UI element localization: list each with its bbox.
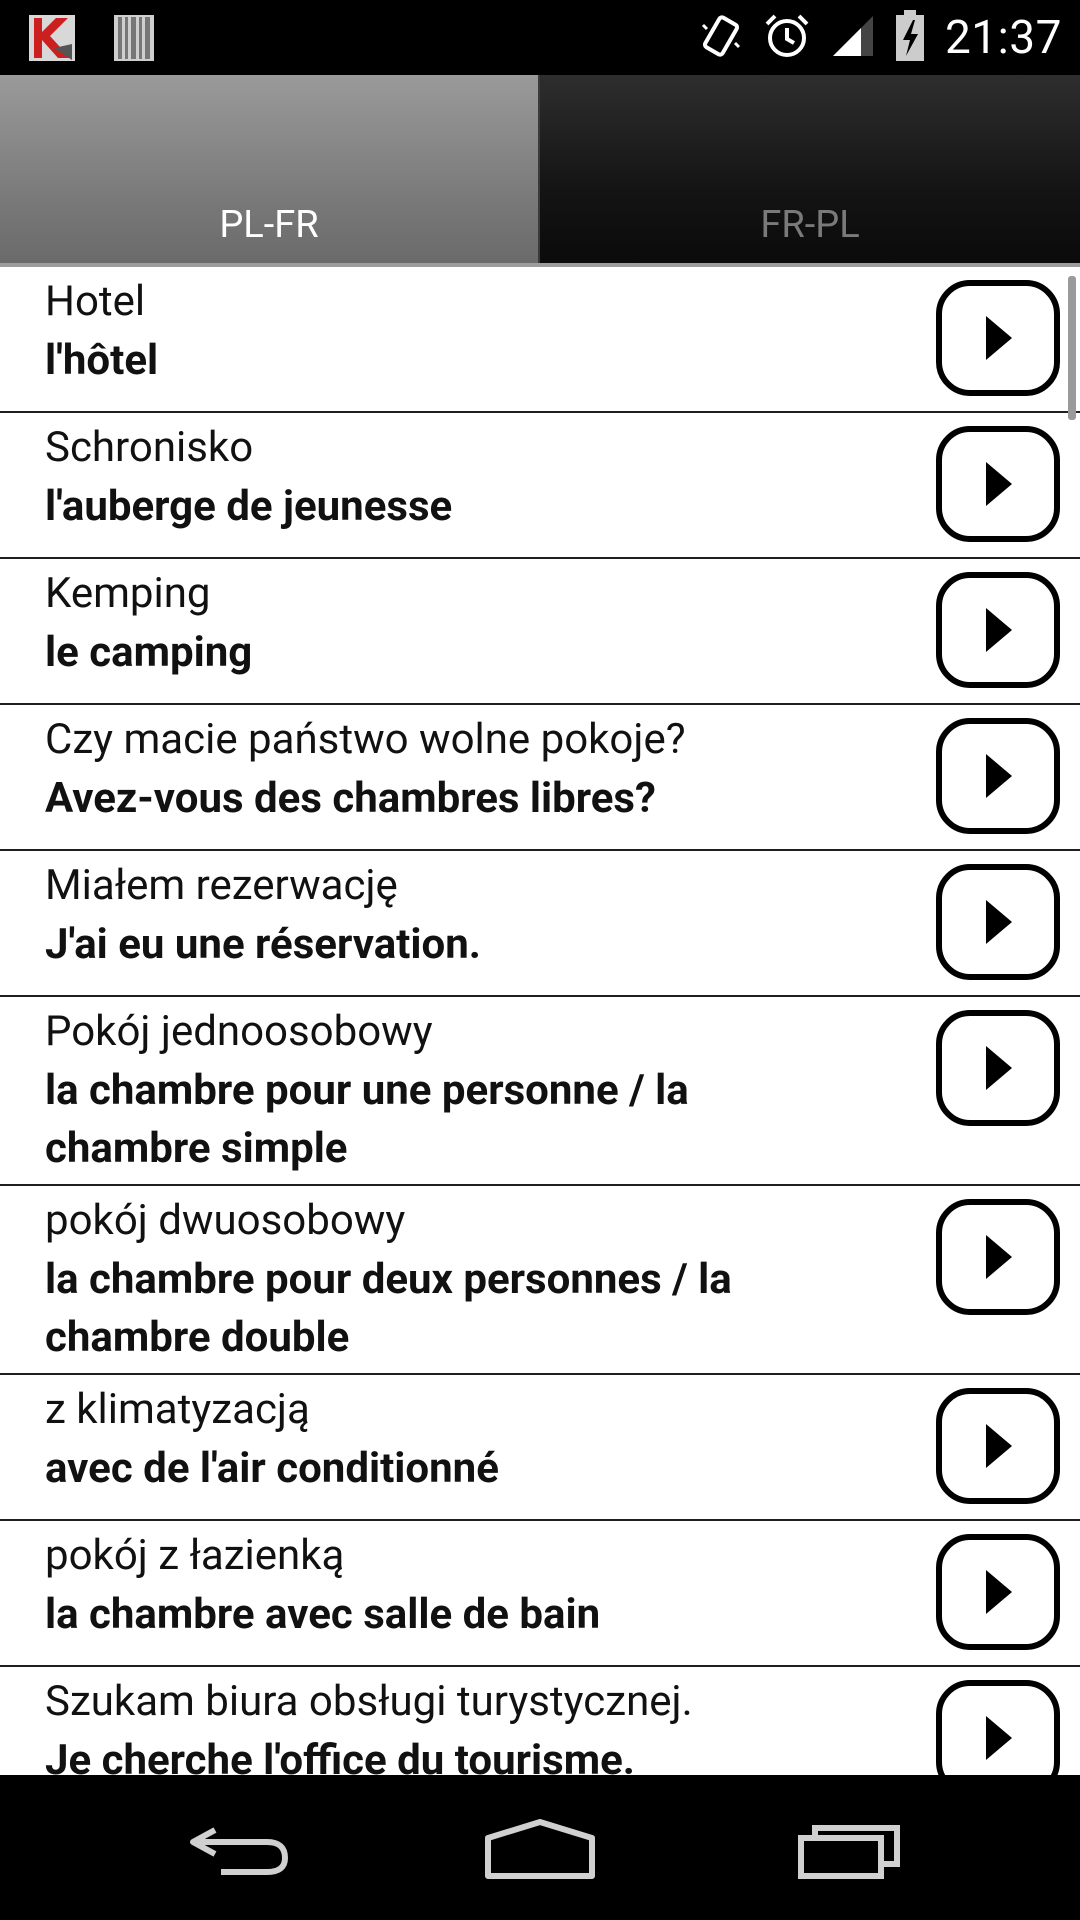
- play-icon: [980, 752, 1016, 800]
- play-button[interactable]: [936, 1010, 1060, 1126]
- play-button[interactable]: [936, 1199, 1060, 1315]
- status-bar: [0, 0, 1080, 75]
- play-button[interactable]: [936, 718, 1060, 834]
- language-tabs: [0, 75, 1080, 265]
- signal-icon: [831, 14, 875, 62]
- home-button[interactable]: [460, 1805, 620, 1895]
- list-item[interactable]: [0, 1667, 1080, 1775]
- list-item[interactable]: [0, 1375, 1080, 1521]
- list-item[interactable]: [0, 413, 1080, 559]
- french-phrase: avec de l'air conditionné: [45, 1444, 499, 1493]
- polish-phrase: Schronisko: [45, 423, 254, 472]
- list-item[interactable]: [0, 267, 1080, 413]
- list-item[interactable]: [0, 851, 1080, 997]
- french-phrase: l'hôtel: [45, 336, 159, 385]
- vibrate-icon: [699, 11, 743, 65]
- list-item[interactable]: [0, 1521, 1080, 1667]
- recent-apps-button[interactable]: [770, 1805, 930, 1895]
- back-button[interactable]: [160, 1805, 320, 1895]
- play-icon: [980, 1714, 1016, 1762]
- play-icon: [980, 314, 1016, 362]
- polish-phrase: pokój z łazienką: [45, 1531, 345, 1580]
- list-item[interactable]: [0, 997, 1080, 1186]
- play-button[interactable]: [936, 280, 1060, 396]
- tab-fr-pl[interactable]: FR-PL: [540, 75, 1080, 265]
- polish-phrase: Pokój jednoosobowy: [45, 1007, 433, 1056]
- polish-phrase: Hotel: [45, 277, 146, 326]
- play-button[interactable]: [936, 864, 1060, 980]
- french-phrase: la chambre pour une personne / la chambre simple: [45, 1066, 689, 1173]
- alarm-icon: [763, 12, 811, 64]
- play-icon: [980, 1233, 1016, 1281]
- battery-charging-icon: [895, 10, 925, 66]
- french-phrase: Je cherche l'office du tourisme.: [45, 1736, 635, 1775]
- polish-phrase: Miałem rezerwację: [45, 861, 398, 910]
- list-item[interactable]: [0, 1186, 1080, 1375]
- polish-phrase: pokój dwuosobowy: [45, 1196, 406, 1245]
- french-phrase: la chambre avec salle de bain: [45, 1590, 601, 1639]
- phrase-list[interactable]: [0, 267, 1080, 1775]
- french-phrase: le camping: [45, 628, 253, 677]
- play-button[interactable]: [936, 1680, 1060, 1775]
- navigation-bar: [0, 1775, 1080, 1920]
- status-time: 21:37: [944, 10, 1062, 65]
- back-icon: [185, 1820, 295, 1880]
- scrollbar[interactable]: [1068, 276, 1076, 420]
- polish-phrase: Czy macie państwo wolne pokoje?: [45, 715, 686, 764]
- recent-apps-icon: [795, 1820, 905, 1880]
- play-icon: [980, 606, 1016, 654]
- play-button[interactable]: [936, 1534, 1060, 1650]
- play-button[interactable]: [936, 1388, 1060, 1504]
- play-icon: [980, 1568, 1016, 1616]
- polish-phrase: z klimatyzacją: [45, 1385, 310, 1434]
- play-icon: [980, 898, 1016, 946]
- polish-phrase: Szukam biura obsługi turystycznej.: [45, 1677, 693, 1726]
- list-item[interactable]: [0, 559, 1080, 705]
- polish-phrase: Kemping: [45, 569, 211, 618]
- play-icon: [980, 1422, 1016, 1470]
- play-icon: [980, 460, 1016, 508]
- french-phrase: Avez-vous des chambres libres?: [45, 774, 656, 823]
- french-phrase: l'auberge de jeunesse: [45, 482, 453, 531]
- play-icon: [980, 1044, 1016, 1092]
- kaspersky-icon: [28, 14, 76, 66]
- play-button[interactable]: [936, 426, 1060, 542]
- french-phrase: la chambre pour deux personnes / la chambre double: [45, 1255, 732, 1362]
- home-icon: [482, 1818, 598, 1882]
- list-item[interactable]: [0, 705, 1080, 851]
- french-phrase: J'ai eu une réservation.: [45, 920, 481, 969]
- barcode-icon: [114, 15, 154, 65]
- play-button[interactable]: [936, 572, 1060, 688]
- tab-pl-fr[interactable]: PL-FR: [0, 75, 540, 265]
